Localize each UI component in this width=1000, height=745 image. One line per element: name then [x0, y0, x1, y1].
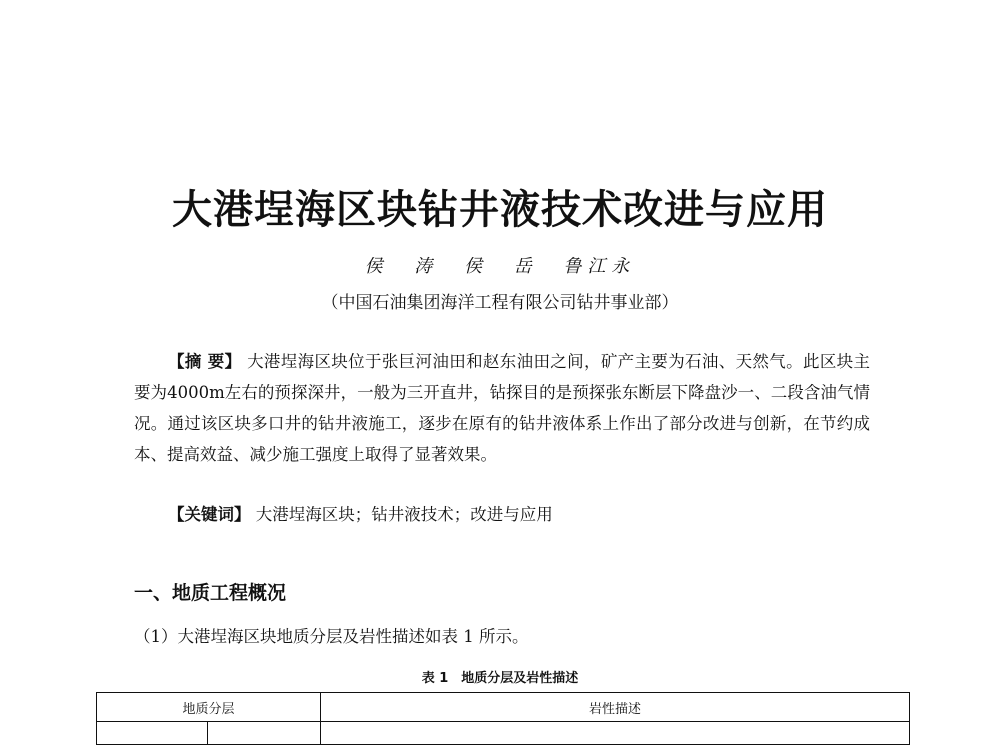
keywords-text: 大港埕海区块；钻井液技术；改进与应用 — [255, 505, 553, 524]
section-paragraph: （1）大港埕海区块地质分层及岩性描述如表 1 所示。 — [134, 627, 529, 646]
table-header-row — [97, 693, 910, 722]
author-list: 侯 涛 侯 岳 鲁江永 — [364, 256, 636, 277]
table-cell — [208, 722, 321, 745]
table-row — [97, 722, 910, 745]
table-cell — [97, 722, 208, 745]
table-header-strata: 地质分层 — [97, 693, 321, 722]
affiliation: （中国石油集团海洋工程有限公司钻井事业部） — [321, 293, 679, 313]
section-heading: 一、地质工程概况 — [134, 582, 287, 604]
abstract-text: 大港埕海区块位于张巨河油田和赵东油田之间，矿产主要为石油、天然气。此区块主要为4000m左右的预探深井，一般为三开直井，钻探目的是预探张东断层下降盘沙一、二段含油气情况。通过该区块多口井的钻井液施工，逐步在原有的钻井液体系上作出了部分改进与创新，在节约成本、提高效益、减少施工强度上取得了显著效果。 — [134, 352, 871, 464]
table-cell — [321, 722, 910, 745]
table-header-lithology: 岩性描述 — [321, 693, 910, 722]
keywords-label: 【关键词】 — [168, 505, 251, 524]
abstract — [134, 346, 870, 470]
keywords — [168, 501, 553, 525]
paper-title: 大港埕海区块钻井液技术改进与应用 — [172, 187, 828, 233]
geology-table — [96, 692, 910, 745]
abstract-label: 【摘 要】 — [168, 352, 242, 371]
table-caption: 表 1 地质分层及岩性描述 — [421, 671, 579, 686]
